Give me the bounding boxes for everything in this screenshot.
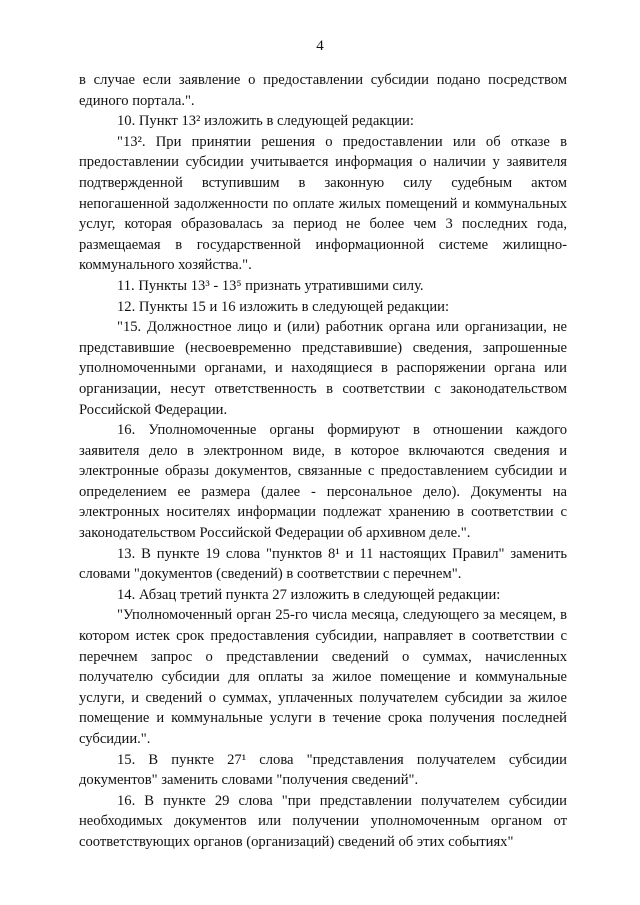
paragraph: 15. В пункте 27¹ слова "представления получателем субсидии документов" заменить словами "получения сведений". (79, 751, 567, 789)
paragraph: "13². При принятии решения о предоставлении или об отказе в предоставлении субсидии учитывается информация о наличии у заявителя подтвержденной вступившим в законную силу судебным актом непогашенной задолженности по оплате жилых помещений и коммунальных услуг, которая образовалась за период не более чем 3 последних года, размещаемая в государственной информационной системе жилищно-коммунального хозяйства.". (79, 133, 567, 274)
paragraph: 16. В пункте 29 слова "при представлении получателем субсидии необходимых документов или получении уполномоченным органом от соответствующих органов (организаций) сведений об этих событиях" (79, 792, 567, 850)
paragraph: 14. Абзац третий пункта 27 изложить в следующей редакции: (117, 586, 501, 603)
paragraph: "15. Должностное лицо и (или) работник органа или организации, не представившие (несвоевременно представившие) сведения, запрошенные уполномоченными органами, и находящиеся в распоряжении органа или организации, несут ответственность в соответствии с законодательством Российской Федерации. (79, 319, 567, 418)
page-number: 4 (316, 38, 324, 54)
paragraph: 13. В пункте 19 слова "пунктов 8¹ и 11 настоящих Правил" заменить словами "документов (сведений) в соответствии с перечнем". (79, 545, 567, 583)
paragraph: 12. Пункты 15 и 16 изложить в следующей редакции: (117, 298, 450, 315)
paragraph: 16. Уполномоченные органы формируют в отношении каждого заявителя дело в электронном виде, в которое включаются сведения и электронные образы документов, связанные с предоставлением субсидии и определением ее размера (далее - персональное дело). Документы на электронных носителях информации подлежат хранению в соответствии с законодательством Российской Федерации об архивном деле.". (79, 422, 567, 542)
paragraph: 11. Пункты 13³ - 13⁵ признать утратившими силу. (117, 277, 424, 294)
paragraph: "Уполномоченный орган 25-го числа месяца, следующего за месяцем, в котором истек срок предоставления субсидии, направляет в соответствии с перечнем запрос о представлении сведений о суммах, начисленных получателю субсидии для оплаты за жилое помещение и коммунальные услуги, и сведений о суммах, уплаченных получателем субсидии за жилое помещение и коммунальные услуги в течение срока получения последней субсидии.". (79, 607, 567, 747)
paragraph: в случае если заявление о предоставлении субсидии подано посредством единого портала.". (79, 72, 567, 109)
paragraph: 10. Пункт 13² изложить в следующей редакции: (117, 113, 414, 130)
document-body (79, 70, 567, 853)
